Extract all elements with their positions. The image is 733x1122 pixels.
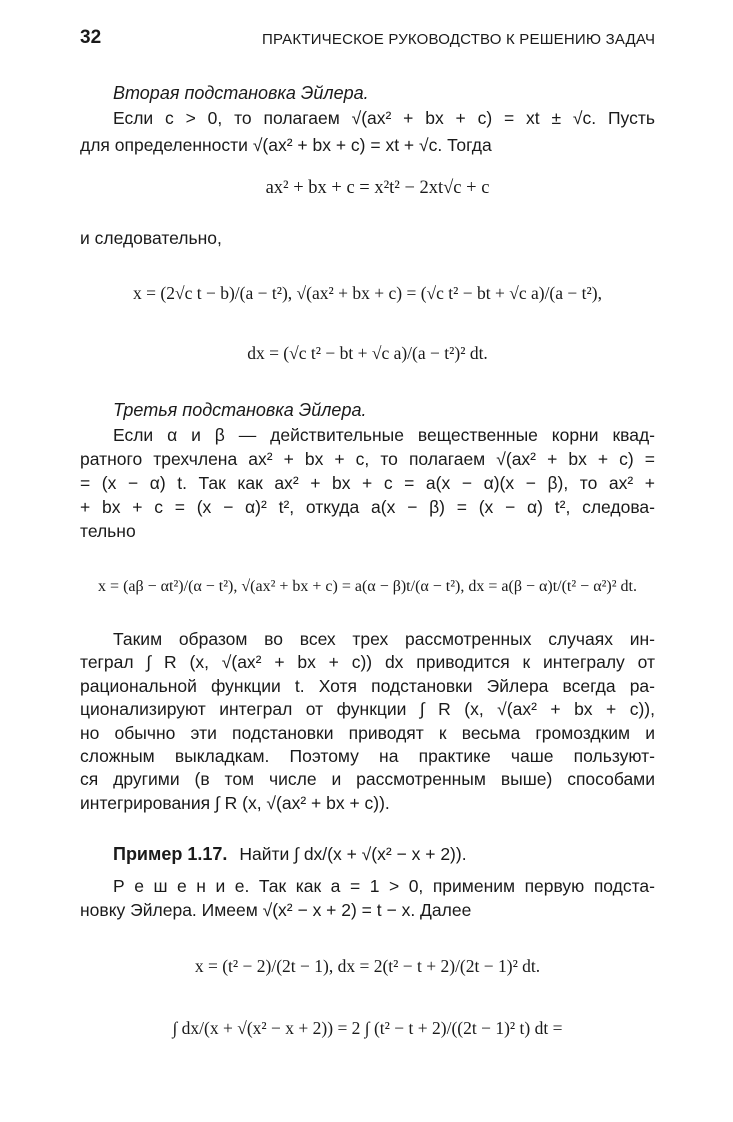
equation xyxy=(80,343,655,364)
paragraph xyxy=(80,423,655,543)
page-number: 32 xyxy=(80,27,102,48)
paragraph-line: и следовательно, xyxy=(80,228,222,248)
example-label: Пример 1.17. xyxy=(113,844,228,864)
paragraph-line: ся другими (в том числе и рассмотренным выше) способами xyxy=(80,769,655,790)
paragraph-line: + bx + c = (x − α)² t², откуда a(x − β) = (x − α) t², следова- xyxy=(80,497,655,517)
paragraph-text: Если c > 0, то полагаем √(ax² + bx + c) = xt ± √c. Пусть xyxy=(113,108,655,128)
equation xyxy=(80,578,655,596)
equation-text: x = (2√c t − b)/(a − t²), √(ax² + bx + c) = (√c t² − bt + √c a)/(a − t²), xyxy=(133,283,602,303)
equation xyxy=(80,283,655,304)
equation xyxy=(80,956,655,977)
paragraph-line: ционализируют интеграл от функции ∫ R (x, √(ax² + bx + c)), xyxy=(80,699,655,720)
equation xyxy=(80,1018,655,1039)
section-heading-second-substitution: Вторая подстановка Эйлера. xyxy=(113,83,369,103)
equation-text: ∫ dx/(x + √(x² − x + 2)) = 2 ∫ (t² − t + 2)/((2t − 1)² t) dt = xyxy=(172,1018,563,1038)
paragraph-line: интегрирования ∫ R (x, √(ax² + bx + c)). xyxy=(80,792,390,813)
paragraph-line xyxy=(80,106,655,130)
paragraph-line: ратного трехчлена ax² + bx + c, то полагаем √(ax² + bx + c) = xyxy=(80,449,655,469)
example-line xyxy=(113,842,467,866)
equation xyxy=(80,178,655,199)
solution-line: новку Эйлера. Имеем √(x² − x + 2) = t − x. Далее xyxy=(80,900,472,920)
example-task: Найти ∫ dx/(x + √(x² − x + 2)). xyxy=(239,844,467,864)
paragraph xyxy=(80,628,655,815)
equation-text: ax² + bx + c = x²t² − 2xt√c + c xyxy=(265,178,490,198)
paragraph-line: Если α и β — действительные вещественные корни квад- xyxy=(113,425,655,445)
solution-line: Р е ш е н и е. Так как a = 1 > 0, применим первую подста- xyxy=(113,876,655,896)
equation-text: dx = (√c t² − bt + √c a)/(a − t²)² dt. xyxy=(247,343,488,363)
paragraph-line: = (x − α) t. Так как ax² + bx + c = a(x − α)(x − β), то ax² + xyxy=(80,473,655,493)
paragraph-line: для определенности √(ax² + bx + c) = xt + √c. Тогда xyxy=(80,135,492,155)
section-heading-third-substitution: Третья подстановка Эйлера. xyxy=(113,400,367,420)
paragraph-line: но обычно эти подстановки приводят к весьма громоздким и xyxy=(80,722,655,743)
paragraph-line: Таким образом во всех трех рассмотренных случаях ин- xyxy=(113,629,655,649)
running-title: ПРАКТИЧЕСКОЕ РУКОВОДСТВО К РЕШЕНИЮ ЗАДАЧ xyxy=(262,31,656,48)
paragraph-line: рациональной функции t. Хотя подстановки Эйлера всегда ра- xyxy=(80,675,655,696)
equation-text: x = (t² − 2)/(2t − 1), dx = 2(t² − t + 2)/(2t − 1)² dt. xyxy=(194,956,541,976)
equation-text: x = (aβ − αt²)/(α − t²), √(ax² + bx + c) = a(α − β)t/(α − t²), dx = a(β − α)t/(t² − α²)² dt. xyxy=(98,578,637,595)
paragraph-line: сложным выкладкам. Поэтому на практике чаше пользуют- xyxy=(80,746,655,767)
paragraph-line: тельно xyxy=(80,521,136,541)
paragraph-line: теграл ∫ R (x, √(ax² + bx + c)) dx приводится к интегралу от xyxy=(80,652,655,673)
solution xyxy=(80,874,655,922)
